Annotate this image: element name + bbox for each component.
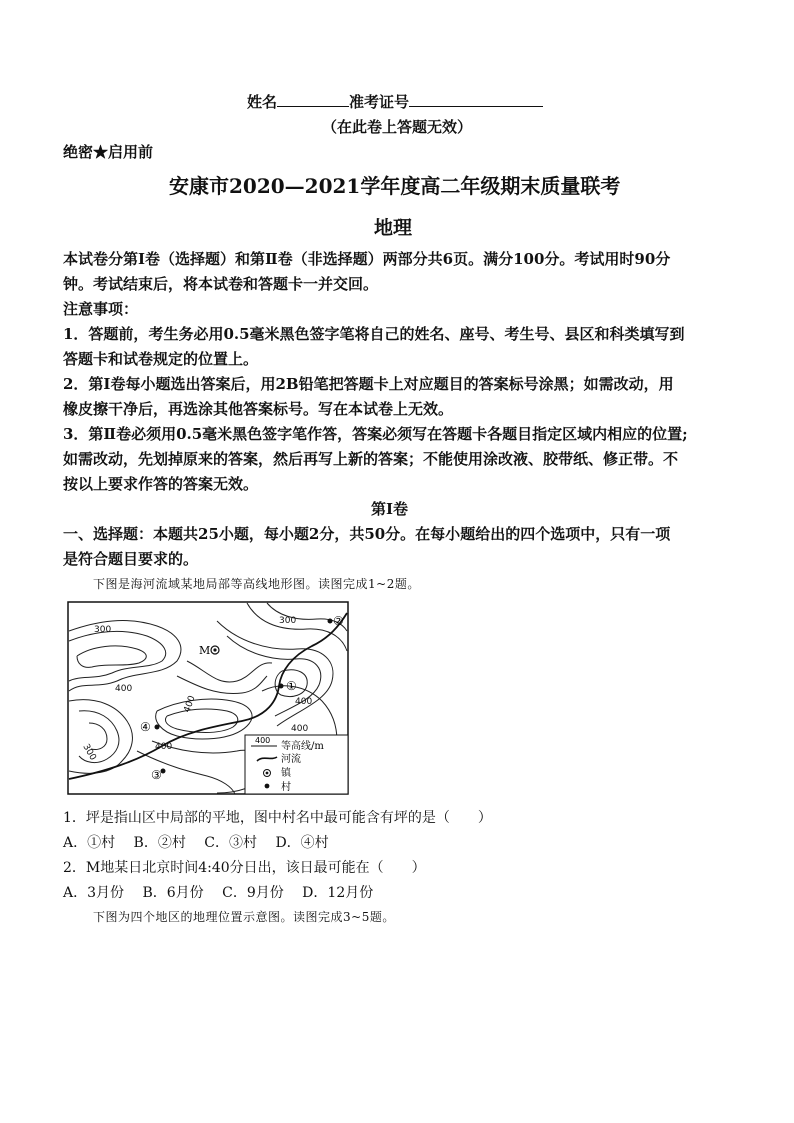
village-marker-4 <box>155 725 160 730</box>
question-1-options: A．①村 B．②村 C．③村 D．④村 <box>63 835 329 851</box>
notice-1-line-1: 1．答题前，考生务必用0.5毫米黑色签字笔将自己的姓名、座号、考生号、县区和科类填写到 <box>63 325 685 343</box>
invalid-note: （在此卷上答题无效） <box>322 118 473 136</box>
contour-map <box>67 601 349 795</box>
exam-title: 安康市2020—2021学年度高二年级期末质量联考 <box>169 174 621 198</box>
village-marker-1 <box>279 684 284 689</box>
question-1: 1．坪是指山区中局部的平地，图中村名中最可能含有坪的是（ ） <box>63 810 492 826</box>
contour-label: 400 <box>182 694 198 715</box>
subject-title: 地理 <box>374 217 413 239</box>
contour-label: 400 <box>291 724 309 734</box>
town-m-label: M <box>199 644 211 657</box>
name-line <box>247 91 543 112</box>
village-3-label: ③ <box>151 768 162 782</box>
legend-town-label: 镇 <box>281 768 291 779</box>
contour-label: 300 <box>94 625 112 635</box>
village-1-label: ① <box>286 679 297 693</box>
village-2-label: ② <box>333 614 344 628</box>
village-4-label: ④ <box>140 720 151 734</box>
map-legend <box>245 735 348 794</box>
notice-1-line-2: 答题卡和试卷规定的位置上。 <box>63 350 259 368</box>
map-intro-3-5: 下图为四个地区的地理位置示意图。读图完成3~5题。 <box>93 910 395 924</box>
notice-2-line-2: 橡皮擦干净后，再选涂其他答案标号。写在本试卷上无效。 <box>63 400 454 418</box>
legend-river-label: 河流 <box>281 754 301 765</box>
ticket-label: 准考证号 <box>349 93 410 111</box>
secret-label: 绝密★启用前 <box>63 143 154 161</box>
notice-3-line-1: 3．第Ⅱ卷必须用0.5毫米黑色签字笔作答，答案必须写在答题卡各题目指定区域内相应的位置; <box>63 425 688 443</box>
contour-label: 400 <box>115 684 133 694</box>
legend-contour-label: 等高线/m <box>281 741 324 752</box>
notice-3-line-3: 按以上要求作答的答案无效。 <box>63 475 259 493</box>
question-2-options: A．3月份 B．6月份 C．9月份 D．12月份 <box>63 885 374 901</box>
part-1-heading: 第I卷 <box>371 500 409 518</box>
question-2: 2．M地某日北京时间4:40分日出，该日最可能在（ ） <box>63 860 426 876</box>
map-intro: 下图是海河流域某地局部等高线地形图。读图完成1~2题。 <box>93 577 420 591</box>
legend-village-label: 村 <box>281 782 291 793</box>
contour-label: 400 <box>295 697 313 707</box>
name-label: 姓名 <box>247 93 278 111</box>
notice-3-line-2: 如需改动，先划掉原来的答案，然后再写上新的答案；不能使用涂改液、胶带纸、修正带。不 <box>63 450 679 468</box>
name-blank[interactable] <box>277 92 349 107</box>
intro-line-2: 钟。考试结束后，将本试卷和答题卡一并交回。 <box>63 275 379 293</box>
legend-contour-value: 400 <box>255 736 271 745</box>
village-marker-2 <box>328 619 333 624</box>
notice-heading: 注意事项： <box>63 300 139 318</box>
intro-line-1: 本试卷分第I卷（选择题）和第Ⅱ卷（非选择题）两部分共6页。满分100分。考试用时90分 <box>63 250 671 268</box>
ticket-blank[interactable] <box>409 92 543 107</box>
town-marker-dot <box>213 648 216 651</box>
section-line-1: 一、选择题：本题共25小题，每小题2分，共50分。在每小题给出的四个选项中，只有一项 <box>63 525 671 543</box>
section-line-2: 是符合题目要求的。 <box>63 550 199 568</box>
contour-label: 400 <box>155 742 173 752</box>
contour-label: 300 <box>80 742 98 763</box>
contour-label: 300 <box>279 616 297 626</box>
notice-2-line-1: 2．第I卷每小题选出答案后，用2B铅笔把答题卡上对应题目的答案标号涂黑；如需改动，用 <box>63 375 674 393</box>
